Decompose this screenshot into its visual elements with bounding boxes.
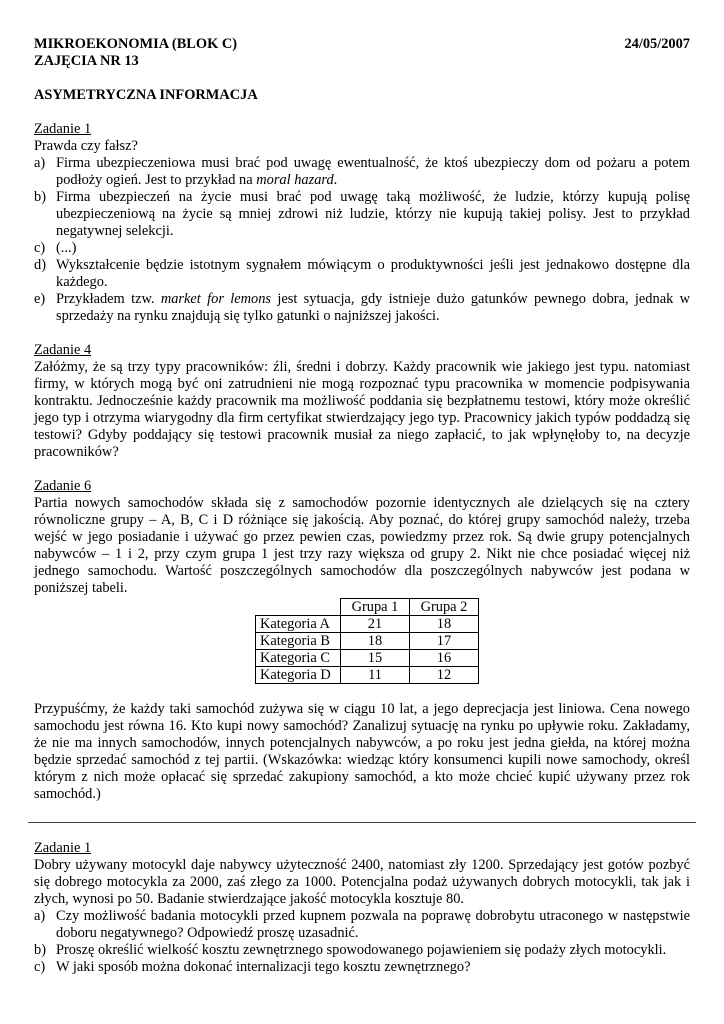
table-row: Kategoria B 18 17 <box>256 633 479 650</box>
task6-intro: Partia nowych samochodów składa się z samochodów pozornie identycznych ale dzielących się na cztery równoliczne grupy – A, B, C i D różniące się jakością. Aby poznać, do której grupy samochód należy, trzeba wejść w jego posiadanie i używać go przez pewien czas, powiedzmy przez rok. Są dwie grupy potencjalnych nabywców – 1 i 2, przy czym grupa 1 jest trzy razy większa od grupy 2. Nikt nie chce posiadać więcej niż jednego samochodu. Wartość poszczególnych samochodów dla poszczególnych nabywców jest podana w poniższej tabeli. <box>34 495 690 596</box>
task1b-section <box>34 840 690 976</box>
topic-title: ASYMETRYCZNA INFORMACJA <box>34 87 258 103</box>
task6-title: Zadanie 6 <box>34 478 92 494</box>
document-header <box>34 36 690 53</box>
column-header: Grupa 1 <box>341 599 410 616</box>
task4-text: Załóżmy, że są trzy typy pracowników: źli, średni i dobrzy. Każdy pracownik wie jakiego jest typu. natomiast firmy, w których mogą być oni zatrudnieni nie mogą rozpoznać typu pracownika w momencie podpisywania kontraktu. Jednocześnie każdy pracownik ma możliwość poddania się bezpłatnemu testowi, który może określić jego typ i otrzyma wiarygodny dla firm certyfikat stwierdzający jego typ. Pracownicy jakich typów poddadzą się testowi? Gdyby poddający się testowi pracownik musiał za niego zapłacić, to jak wpłynęłoby to, na decyzje pracowników? <box>34 359 690 460</box>
list-item: a) Czy możliwość badania motocykli przed kupnem pozwala na poprawę dobrobytu utraconego w następstwie doboru negatywnego? Odpowiedź proszę uzasadnić. <box>34 908 690 941</box>
task1-question: Prawda czy fałsz? <box>34 138 138 154</box>
list-item: c) (...) <box>34 240 77 256</box>
task1b-items <box>34 908 690 976</box>
worksheet-page <box>34 36 690 976</box>
session-title: ZAJĘCIA NR 13 <box>34 53 139 69</box>
table-row: Kategoria D 11 12 <box>256 667 479 684</box>
list-item: b) Firma ubezpieczeń na życie musi brać pod uwagę taką możliwość, że ludzie, którzy kupują polisę ubezpieczeniową na życie są mniej zdrowi niż ludzie, którzy nie kupują takiej polisy. Jest to przykład negatywnej selekcji. <box>34 189 690 239</box>
task6-outro: Przypuśćmy, że każdy taki samochód zużywa się w ciągu 10 lat, a jego deprecjacja jest liniowa. Cena nowego samochodu jest równa 16. Kto kupi nowy samochód? Zanalizuj sytuację na rynku po upływie roku. Zakładamy, że nie ma innych samochodów, innych potencjalnych nabywców, a po roku jest jedna giełda, na której można będzie sprzedać samochód z tej partii. (Wskazówka: wiedząc który konsumenci kupili nowe samochody, określ którym z nich może opłacać się sprzedać zakupiony samochód, a kto może chcieć kupić używany przez rok samochód.) <box>34 701 690 802</box>
task1-items <box>34 155 690 325</box>
task4-section <box>34 342 690 461</box>
car-value-table <box>255 598 479 684</box>
task1-section <box>34 121 690 325</box>
task6-section <box>34 478 690 803</box>
list-item: a) Firma ubezpieczeniowa musi brać pod uwagę ewentualność, że ktoś ubezpieczy dom od pożaru a potem podłoży ogień. Jest to przykład na moral hazard. <box>34 155 690 188</box>
table-row: Kategoria A 21 18 <box>256 616 479 633</box>
task1-title: Zadanie 1 <box>34 121 92 137</box>
document-date: 24/05/2007 <box>624 36 690 52</box>
task4-title: Zadanie 4 <box>34 342 92 358</box>
course-title: MIKROEKONOMIA (BLOK C) <box>34 36 238 52</box>
list-item: c) W jaki sposób można dokonać internalizacji tego kosztu zewnętrznego? <box>34 959 471 975</box>
table-row: Kategoria C 15 16 <box>256 650 479 667</box>
list-item: e) Przykładem tzw. market for lemons jest sytuacja, gdy istnieje dużo gatunków pewnego dobra, jednak w sprzedaży na rynku znajdują się tylko gatunki o najniższej jakości. <box>34 291 690 324</box>
section-divider <box>28 822 696 823</box>
list-item: d) Wykształcenie będzie istotnym sygnałem mówiącym o produktywności jeśli jest jednakowo dostępne dla każdego. <box>34 257 690 290</box>
list-item: b) Proszę określić wielkość kosztu zewnętrznego spowodowanego pojawieniem się podaży złych motocykli. <box>34 942 667 958</box>
column-header: Grupa 2 <box>410 599 479 616</box>
task1b-title: Zadanie 1 <box>34 840 92 856</box>
task1b-intro: Dobry używany motocykl daje nabywcy użyteczność 2400, natomiast zły 1200. Sprzedający jest gotów pozbyć się dobrego motocykla za 2000, zaś złego za 1000. Potencjalna podaż używanych dobrych motocykli, tak jak i złych, wynosi po 50. Badanie stwierdzające jakość motocykla kosztuje 80. <box>34 857 690 907</box>
